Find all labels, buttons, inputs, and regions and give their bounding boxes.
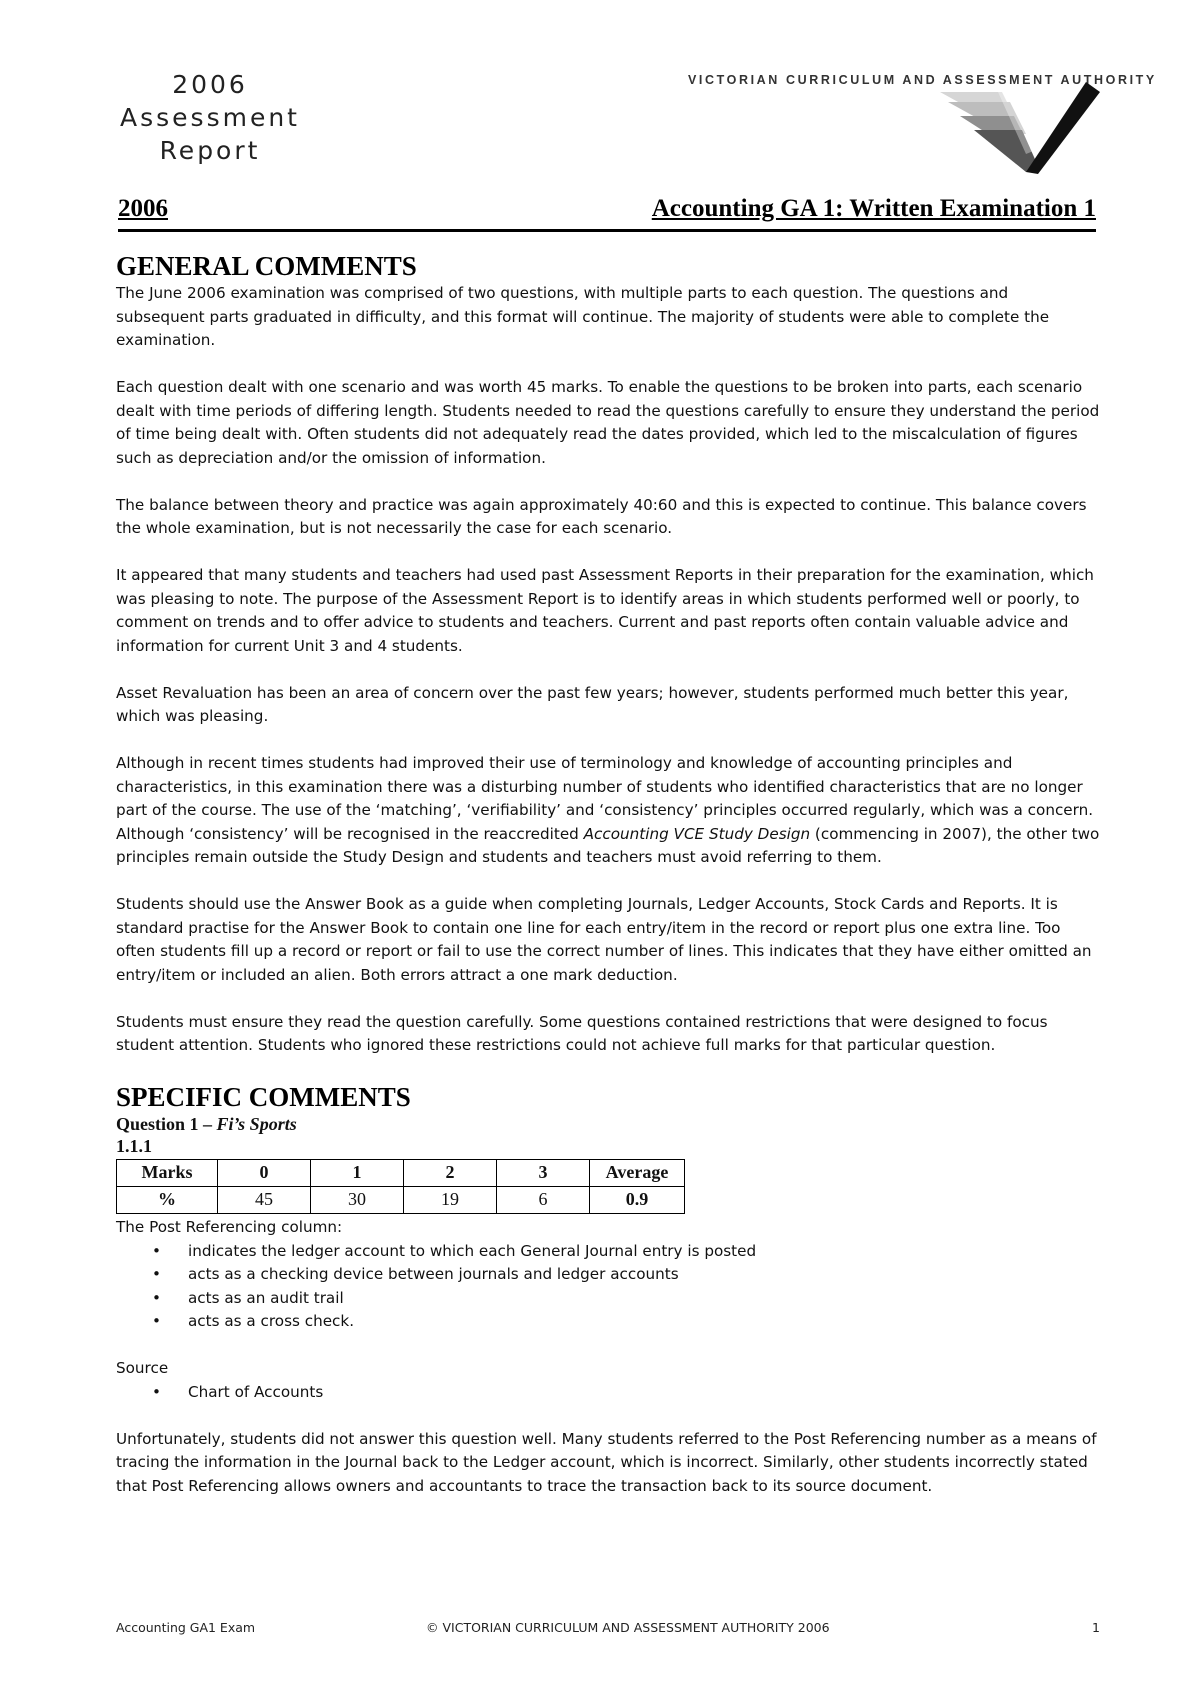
question-heading [116, 1113, 1100, 1135]
report-label [110, 68, 310, 167]
marks-col-2: 2 [404, 1160, 497, 1187]
general-paragraph-3: The balance between theory and practice was again approximately 40:60 and this is expected to continue. This balance covers the whole examination, but is not necessarily the case for each scenario. [116, 495, 1087, 537]
title-year: 2006 [118, 195, 168, 222]
report-year: 2006 [172, 70, 248, 99]
general-paragraph-6 [116, 752, 1100, 870]
general-paragraph-7: Students should use the Answer Book as a guide when completing Journals, Ledger Accounts, Stock Cards and Reports. It is standard practise for the Answer Book to contain one line for each entry/item in the record or report plus one extra line. Too often students fill up a record or report or fail to use the correct number of lines. This indicates that they have either omitted an entry/item or included an alien. Both errors attract a one mark deduction. [116, 895, 1092, 984]
report-line-assessment: Assessment [120, 103, 300, 132]
marks-col-3: 3 [497, 1160, 590, 1187]
paragraph-6-part-a: Although in recent times students had improved their use of terminology and knowledge of accounting principles and characteristics, in this examination there was a disturbing number of students who identified characteristics that are no longer part of the course. The use of the ‘matching’, ‘verifiability’ and ‘consistency’ principles occurred regularly, which was a concern. Although ‘consistency’ will be recognised in the reaccredited [116, 754, 1094, 843]
study-design-title: Accounting VCE Study Design [583, 824, 811, 843]
list-item: • Chart of Accounts [116, 1381, 1100, 1405]
percent-row [117, 1187, 685, 1214]
general-paragraph-5: Asset Revaluation has been an area of concern over the past few years; however, students performed much better this year, which was pleasing. [116, 683, 1069, 725]
authority-name: VICTORIAN CURRICULUM AND ASSESSMENT AUTHORITY [688, 73, 1157, 87]
page-number: 1 [1092, 1620, 1100, 1635]
general-paragraph-8: Students must ensure they read the question carefully. Some questions contained restrictions that were designed to focus student attention. Students who ignored these restrictions could not achieve full marks for that particular question. [116, 1012, 1048, 1054]
percent-value-0: 45 [218, 1187, 311, 1214]
vcaa-tick-logo-icon [940, 82, 1100, 174]
page-footer [116, 1620, 1100, 1640]
post-ref-list [116, 1240, 1100, 1334]
percent-value-2: 19 [404, 1187, 497, 1214]
general-paragraph-2: Each question dealt with one scenario and was worth 45 marks. To enable the questions to be broken into parts, each scenario dealt with time periods of differing length. Students needed to read the questions carefully to ensure they understand the period of time being dealt with. Often students did not adequately read the dates provided, which led to the miscalculation of figures such as depreciation and/or the omission of information. [116, 378, 1100, 467]
percent-row-label: % [117, 1187, 218, 1214]
title-subject: Accounting GA 1: Written Examination 1 [651, 195, 1096, 222]
percent-value-1: 30 [311, 1187, 404, 1214]
marks-table [116, 1159, 685, 1214]
footer-left: Accounting GA1 Exam [116, 1620, 256, 1635]
report-body [116, 250, 1100, 1522]
closing-paragraph: Unfortunately, students did not answer this question well. Many students referred to the Post Referencing number as a means of tracing the information in the Journal back to the Ledger account, which is incorrect. Similarly, other students incorrectly stated that Post Referencing allows owners and accountants to trace the transaction back to its source document. [116, 1429, 1097, 1495]
list-item: • acts as an audit trail [116, 1287, 1100, 1311]
question-part: 1.1.1 [116, 1136, 152, 1156]
average-value: 0.9 [590, 1187, 685, 1214]
marks-header-row [117, 1160, 685, 1187]
paragraph-6-part-b: (commencing in 2007), the other two principles remain outside the Study Design and students and teachers must avoid referring to them. [116, 824, 1100, 866]
marks-col-0: 0 [218, 1160, 311, 1187]
footer-copyright: © VICTORIAN CURRICULUM AND ASSESSMENT AUTHORITY 2006 [426, 1620, 830, 1635]
specific-comments-heading: SPECIFIC COMMENTS [116, 1082, 411, 1112]
general-paragraph-1: The June 2006 examination was comprised of two questions, with multiple parts to each question. The questions and subsequent parts graduated in difficulty, and this format will continue. The majority of students were able to complete the examination. [116, 284, 1050, 349]
source-label: Source [116, 1359, 169, 1377]
general-paragraph-4: It appeared that many students and teachers had used past Assessment Reports in their preparation for the examination, which was pleasing to note. The purpose of the Assessment Report is to identify areas in which students performed well or poorly, to comment on trends and to offer advice to students and teachers. Current and past reports often contain valuable advice and information for current Unit 3 and 4 students. [116, 566, 1094, 655]
general-comments-heading: GENERAL COMMENTS [116, 251, 417, 281]
post-ref-intro: The Post Referencing column: [116, 1218, 343, 1236]
percent-value-3: 6 [497, 1187, 590, 1214]
document-title-row [118, 195, 1096, 232]
marks-col-1: 1 [311, 1160, 404, 1187]
marks-header-label: Marks [117, 1160, 218, 1187]
source-list [116, 1381, 1100, 1405]
list-item: • indicates the ledger account to which each General Journal entry is posted [116, 1240, 1100, 1264]
list-item: • acts as a checking device between journals and ledger accounts [116, 1263, 1100, 1287]
report-line-report: Report [159, 136, 261, 165]
list-item: • acts as a cross check. [116, 1310, 1100, 1334]
question-prefix: Question 1 – [116, 1114, 217, 1134]
question-name: Fi’s Sports [216, 1114, 297, 1134]
marks-average-label: Average [590, 1160, 685, 1187]
